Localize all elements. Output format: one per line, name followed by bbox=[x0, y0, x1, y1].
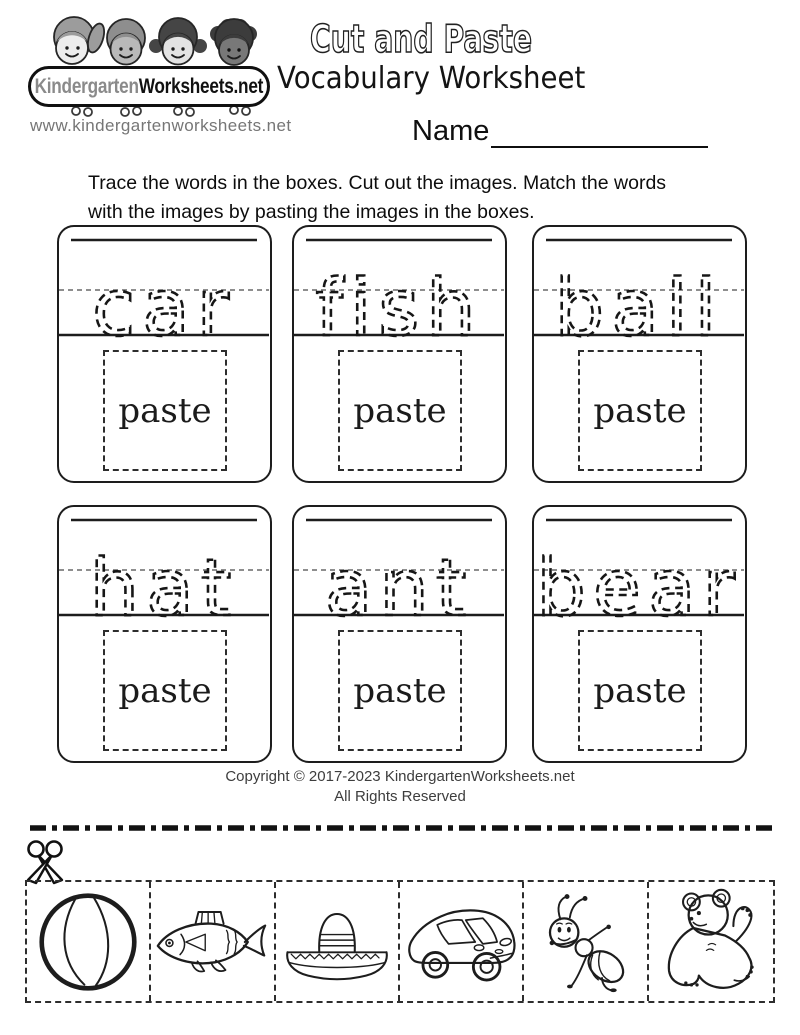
paste-box bbox=[103, 630, 227, 751]
page-title-outline bbox=[296, 14, 546, 62]
paste-label: paste bbox=[593, 670, 687, 711]
traced-word: fish bbox=[315, 264, 483, 354]
logo-banner bbox=[28, 66, 270, 107]
paste-label: paste bbox=[353, 670, 447, 711]
cutout-cell-fish bbox=[151, 882, 275, 1001]
kid-girl-pigtails bbox=[149, 18, 207, 65]
traced-word: hat bbox=[89, 544, 239, 634]
logo-text bbox=[35, 74, 264, 99]
paste-box bbox=[338, 630, 462, 751]
writing-lines bbox=[534, 227, 744, 354]
paste-box bbox=[578, 350, 702, 471]
ball-image bbox=[34, 888, 142, 996]
copyright-line2: All Rights Reserved bbox=[334, 787, 466, 805]
instructions-line1: Trace the words in the boxes. Cut out the images. Match the words bbox=[88, 172, 667, 194]
page-title: Cut and Paste bbox=[310, 17, 532, 61]
traced-word: bear bbox=[536, 544, 742, 634]
copyright bbox=[0, 767, 800, 806]
logo-text-kindergarten: Kindergarten bbox=[34, 74, 139, 98]
kid-boy-curly bbox=[210, 19, 257, 65]
instructions-line2: with the images by pasting the images in the boxes. bbox=[88, 200, 535, 223]
cutout-cell-bear bbox=[649, 882, 773, 1001]
traced-word: ball bbox=[554, 264, 724, 354]
ant-image bbox=[532, 889, 638, 995]
paste-box bbox=[578, 630, 702, 751]
writing-lines bbox=[534, 507, 744, 634]
kids-illustration bbox=[36, 12, 264, 74]
word-card-ant bbox=[292, 505, 507, 763]
paste-box bbox=[338, 350, 462, 471]
paste-label: paste bbox=[353, 390, 447, 431]
cutout-cell-car bbox=[400, 882, 524, 1001]
copyright-line1: Copyright © 2017-2023 KindergartenWorksheets.net bbox=[225, 768, 575, 785]
cut-line bbox=[28, 822, 774, 834]
paste-label: paste bbox=[118, 390, 212, 431]
name-blank-line bbox=[491, 116, 708, 148]
cutout-cell-sombrero bbox=[276, 882, 400, 1001]
writing-lines bbox=[59, 227, 269, 354]
traced-word: car bbox=[92, 264, 236, 354]
writing-lines bbox=[59, 507, 269, 634]
word-card-car bbox=[57, 225, 272, 483]
kid-boy-gray bbox=[107, 19, 145, 65]
word-card-bear bbox=[532, 505, 747, 763]
car-image bbox=[403, 894, 519, 990]
name-field-row bbox=[412, 116, 708, 148]
fish-image bbox=[153, 897, 271, 987]
writing-lines bbox=[294, 507, 504, 634]
sombrero-image bbox=[280, 894, 394, 990]
name-label: Name bbox=[412, 115, 490, 148]
word-card-hat bbox=[57, 505, 272, 763]
page-subtitle: Vocabulary Worksheet bbox=[277, 61, 586, 96]
cutout-strip bbox=[25, 880, 775, 1003]
cutout-cell-ant bbox=[524, 882, 648, 1001]
bear-image bbox=[654, 887, 768, 997]
traced-word: ant bbox=[324, 544, 474, 634]
paste-label: paste bbox=[118, 670, 212, 711]
paste-label: paste bbox=[593, 390, 687, 431]
word-card-ball bbox=[532, 225, 747, 483]
logo-text-worksheets: Worksheets.net bbox=[138, 74, 264, 98]
instructions bbox=[88, 169, 728, 226]
website-url: www.kindergartenworksheets.net bbox=[30, 116, 292, 135]
word-card-fish bbox=[292, 225, 507, 483]
kid-girl-ponytail bbox=[54, 17, 107, 64]
writing-lines bbox=[294, 227, 504, 354]
scissors-icon bbox=[25, 839, 69, 885]
paste-box bbox=[103, 350, 227, 471]
cutout-cell-ball bbox=[27, 882, 151, 1001]
